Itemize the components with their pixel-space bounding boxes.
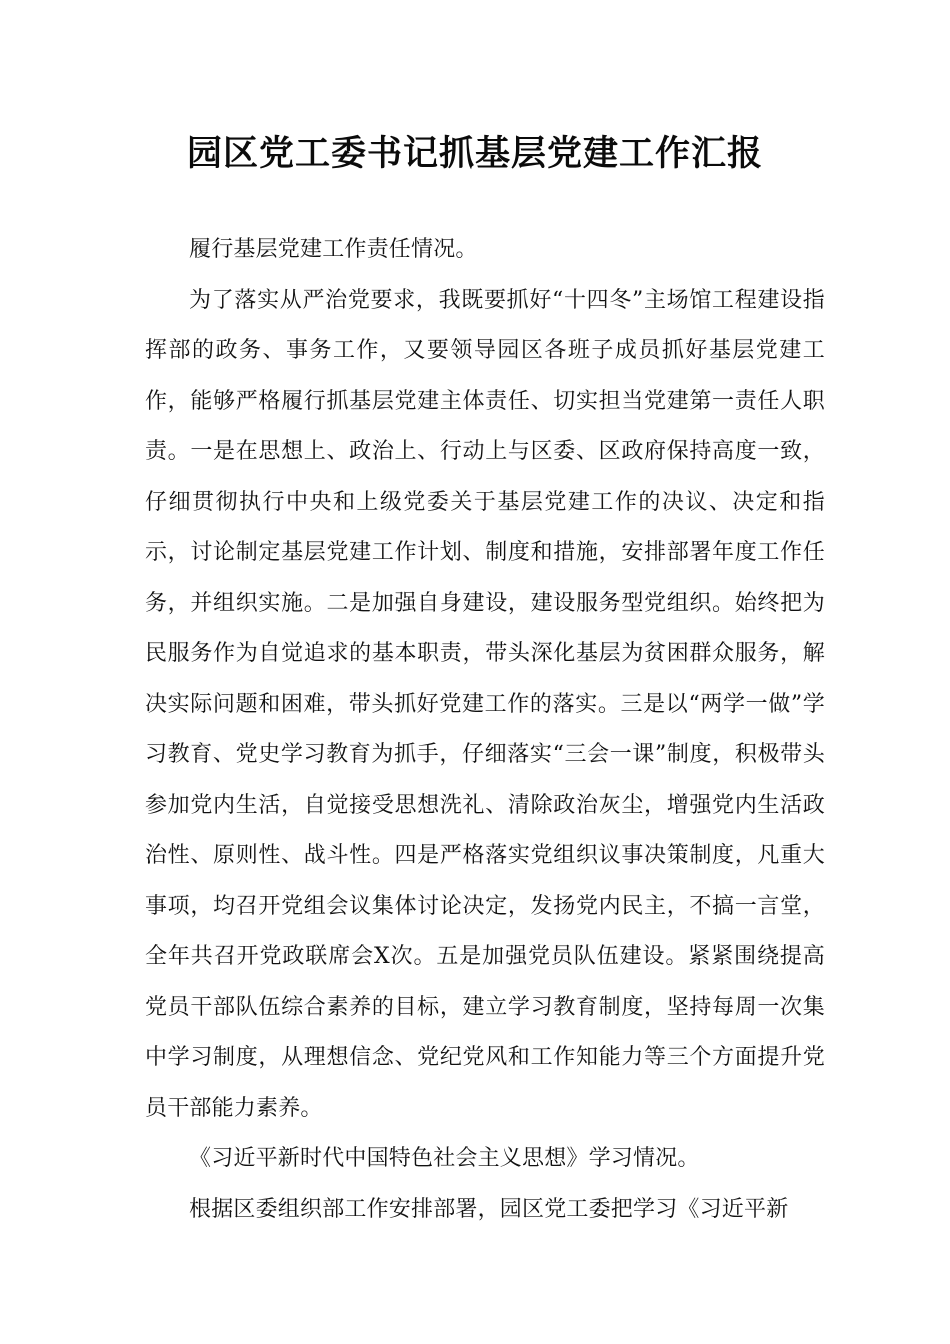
paragraph-study-details: 根据区委组织部工作安排部署，园区党工委把学习《习近平新 xyxy=(189,1196,789,1222)
document-title: 园区党工委书记抓基层党建工作汇报 xyxy=(186,134,763,174)
paragraph-study-heading: 《习近平新时代中国特色社会主义思想》学习情况。 xyxy=(189,1146,700,1171)
paragraph-duty-heading: 履行基层党建工作责任情况。 xyxy=(189,237,478,262)
document-body xyxy=(145,225,825,1235)
paragraph-duty-details: 为了落实从严治党要求，我既要抓好“十四冬”主场馆工程建设指挥部的政务、事务工作，又要领导园区各班子成员抓好基层党建工作，能够严格履行抓基层党建主体责任、切实担当党建第一责任人职责。一是在思想上、政治上、行动上与区委、区政府保持高度一致，仔细贯彻执行中央和上级党委关于基层党建工作的决议、决定和指示，讨论制定基层党建工作计划、制度和措施，安排部署年度工作任务，并组织实施。二是加强自身建设，建设服务型党组织。始终把为民服务作为自觉追求的基本职责，带头深化基层为贫困群众服务，解决实际问题和困难，带头抓好党建工作的落实。三是以“两学一做”学习教育、党史学习教育为抓手，仔细落实“三会一课”制度，积极带头参加党内生活，自觉接受思想洗礼、清除政治灰尘，增强党内生活政治性、原则性、战斗性。四是严格落实党组织议事决策制度，凡重大事项，均召开党组会议集体讨论决定，发扬党内民主，不搞一言堂，全年共召开党政联席会X次。五是加强党员队伍建设。紧紧围绕提高党员干部队伍综合素养的目标，建立学习教育制度，坚持每周一次集中学习制度，从理想信念、党纪党风和工作知能力等三个方面提升党员干部能力素养。 xyxy=(145,287,825,1121)
